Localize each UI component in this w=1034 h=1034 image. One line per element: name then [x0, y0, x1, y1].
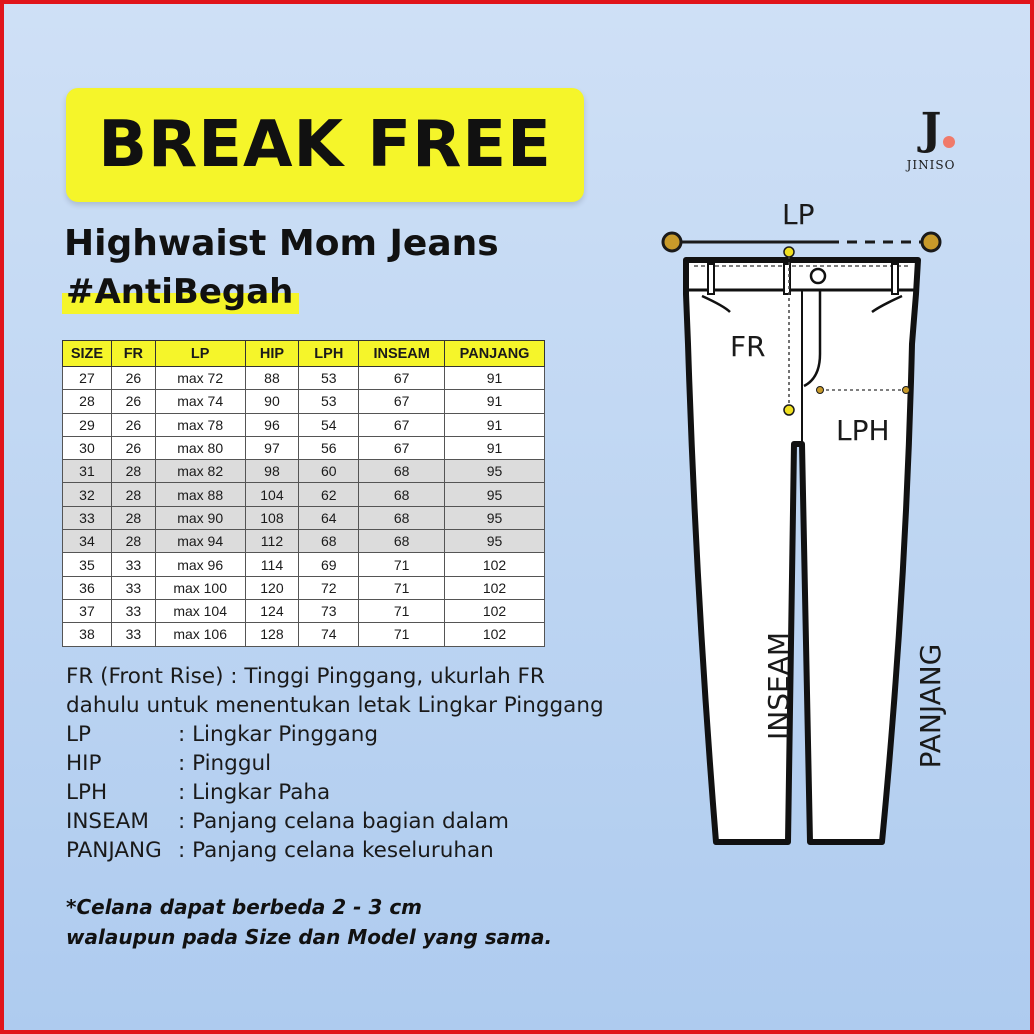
table-cell: 32	[63, 483, 112, 506]
table-cell: 29	[63, 413, 112, 436]
table-cell: 28	[111, 460, 155, 483]
table-row	[63, 436, 545, 459]
note-line1: *Celana dapat berbeda 2 - 3 cm	[66, 895, 423, 919]
disclaimer-note	[66, 892, 552, 952]
table-cell: 96	[245, 413, 299, 436]
table-cell: 26	[111, 390, 155, 413]
table-cell: max 94	[155, 530, 245, 553]
belt-loop-left	[708, 264, 714, 294]
table-row	[63, 460, 545, 483]
table-cell: 28	[111, 530, 155, 553]
table-cell: 95	[445, 483, 545, 506]
table-cell: 104	[245, 483, 299, 506]
logo-brand: JINISO	[906, 158, 956, 172]
legend-key: INSEAM	[66, 809, 149, 834]
table-cell: 69	[299, 553, 359, 576]
table-cell: 56	[299, 436, 359, 459]
table-row	[63, 413, 545, 436]
table-cell: 67	[359, 367, 445, 390]
waist-button-icon	[811, 269, 825, 283]
table-cell: max 72	[155, 367, 245, 390]
column-header: INSEAM	[359, 341, 445, 367]
table-cell: 128	[245, 623, 299, 646]
fr-top-marker-icon	[784, 247, 794, 257]
table-cell: 124	[245, 599, 299, 622]
table-header-row	[63, 341, 545, 367]
diagram-label-inseam: INSEAM	[762, 632, 795, 740]
legend-key: LP	[66, 722, 91, 747]
table-cell: 64	[299, 506, 359, 529]
table-cell: 98	[245, 460, 299, 483]
table-cell: 27	[63, 367, 112, 390]
table-cell: max 74	[155, 390, 245, 413]
table-cell: 38	[63, 623, 112, 646]
table-cell: 26	[111, 367, 155, 390]
table-row	[63, 530, 545, 553]
banner-text: BREAK FREE	[98, 108, 552, 182]
table-cell: 35	[63, 553, 112, 576]
table-cell: 28	[63, 390, 112, 413]
table-cell: max 104	[155, 599, 245, 622]
legend-fr-line2: dahulu untuk menentukan letak Lingkar Pinggang	[66, 693, 604, 718]
legend-key: PANJANG	[66, 838, 162, 863]
table-cell: max 100	[155, 576, 245, 599]
product-title: Highwaist Mom Jeans	[64, 223, 499, 264]
table-cell: 97	[245, 436, 299, 459]
legend-desc: : Panjang celana bagian dalam	[178, 809, 509, 834]
table-cell: 54	[299, 413, 359, 436]
table-cell: 34	[63, 530, 112, 553]
fr-bottom-marker-icon	[784, 405, 794, 415]
table-cell: 33	[111, 553, 155, 576]
lp-left-marker-icon	[663, 233, 681, 251]
table-cell: 88	[245, 367, 299, 390]
legend-key: HIP	[66, 751, 102, 776]
table-cell: 28	[111, 506, 155, 529]
table-cell: 102	[445, 599, 545, 622]
diagram-label-lp: LP	[782, 198, 815, 231]
table-cell: 71	[359, 623, 445, 646]
lph-left-marker-icon	[817, 387, 824, 394]
table-cell: 95	[445, 530, 545, 553]
table-row	[63, 367, 545, 390]
table-cell: 102	[445, 576, 545, 599]
lp-right-marker-icon	[922, 233, 940, 251]
legend-fr-line1: FR (Front Rise) : Tinggi Pinggang, ukurlah FR	[66, 664, 545, 689]
legend-item	[66, 749, 604, 778]
measurement-legend	[66, 662, 604, 865]
table-cell: max 96	[155, 553, 245, 576]
table-cell: 26	[111, 436, 155, 459]
table-cell: 95	[445, 506, 545, 529]
product-hashtag: #AntiBegah	[62, 272, 299, 314]
column-header: PANJANG	[445, 341, 545, 367]
table-row	[63, 506, 545, 529]
table-cell: 71	[359, 599, 445, 622]
table-cell: 68	[359, 483, 445, 506]
table-row	[63, 599, 545, 622]
legend-key: LPH	[66, 780, 108, 805]
belt-loop-right	[892, 264, 898, 294]
table-row	[63, 390, 545, 413]
column-header: HIP	[245, 341, 299, 367]
table-row	[63, 483, 545, 506]
logo-mark: J	[921, 108, 942, 152]
table-cell: 33	[111, 576, 155, 599]
legend-desc: : Lingkar Pinggang	[178, 722, 379, 747]
legend-desc: : Panjang celana keseluruhan	[178, 838, 494, 863]
jeans-measurement-diagram	[644, 194, 964, 854]
table-cell: 95	[445, 460, 545, 483]
table-cell: 28	[111, 483, 155, 506]
diagram-label-panjang: PANJANG	[914, 643, 947, 769]
table-cell: 102	[445, 623, 545, 646]
table-cell: 62	[299, 483, 359, 506]
table-cell: 102	[445, 553, 545, 576]
table-cell: 67	[359, 436, 445, 459]
legend-desc: : Pinggul	[178, 751, 272, 776]
table-cell: 72	[299, 576, 359, 599]
table-cell: max 88	[155, 483, 245, 506]
table-cell: max 80	[155, 436, 245, 459]
legend-desc: : Lingkar Paha	[178, 780, 331, 805]
diagram-label-fr: FR	[730, 330, 766, 363]
table-cell: 90	[245, 390, 299, 413]
table-cell: 68	[299, 530, 359, 553]
table-cell: 67	[359, 413, 445, 436]
table-cell: max 106	[155, 623, 245, 646]
table-cell: 36	[63, 576, 112, 599]
table-cell: 37	[63, 599, 112, 622]
table-cell: 112	[245, 530, 299, 553]
note-line2: walaupun pada Size dan Model yang sama.	[66, 925, 553, 949]
table-cell: 68	[359, 460, 445, 483]
table-cell: 33	[63, 506, 112, 529]
lph-right-marker-icon	[903, 387, 910, 394]
legend-item	[66, 778, 604, 807]
logo-dot	[943, 136, 955, 148]
table-row	[63, 576, 545, 599]
table-cell: 114	[245, 553, 299, 576]
table-cell: max 78	[155, 413, 245, 436]
jiniso-logo	[896, 104, 966, 172]
table-cell: 74	[299, 623, 359, 646]
table-cell: 108	[245, 506, 299, 529]
column-header: FR	[111, 341, 155, 367]
table-cell: 60	[299, 460, 359, 483]
table-cell: 91	[445, 413, 545, 436]
legend-item	[66, 720, 604, 749]
table-cell: 68	[359, 506, 445, 529]
diagram-label-lph: LPH	[836, 414, 890, 447]
table-cell: 71	[359, 576, 445, 599]
table-cell: max 90	[155, 506, 245, 529]
table-cell: 73	[299, 599, 359, 622]
size-chart-table	[62, 340, 545, 647]
table-cell: 120	[245, 576, 299, 599]
table-cell: 91	[445, 367, 545, 390]
table-cell: 67	[359, 390, 445, 413]
table-cell: 91	[445, 390, 545, 413]
table-cell: 33	[111, 599, 155, 622]
table-row	[63, 623, 545, 646]
column-header: LPH	[299, 341, 359, 367]
legend-item	[66, 836, 604, 865]
table-cell: max 82	[155, 460, 245, 483]
table-cell: 26	[111, 413, 155, 436]
table-cell: 71	[359, 553, 445, 576]
table-cell: 53	[299, 367, 359, 390]
table-cell: 31	[63, 460, 112, 483]
column-header: SIZE	[63, 341, 112, 367]
table-cell: 53	[299, 390, 359, 413]
break-free-banner	[66, 88, 584, 202]
table-cell: 68	[359, 530, 445, 553]
column-header: LP	[155, 341, 245, 367]
table-cell: 30	[63, 436, 112, 459]
legend-item	[66, 807, 604, 836]
table-cell: 33	[111, 623, 155, 646]
table-cell: 91	[445, 436, 545, 459]
table-row	[63, 553, 545, 576]
